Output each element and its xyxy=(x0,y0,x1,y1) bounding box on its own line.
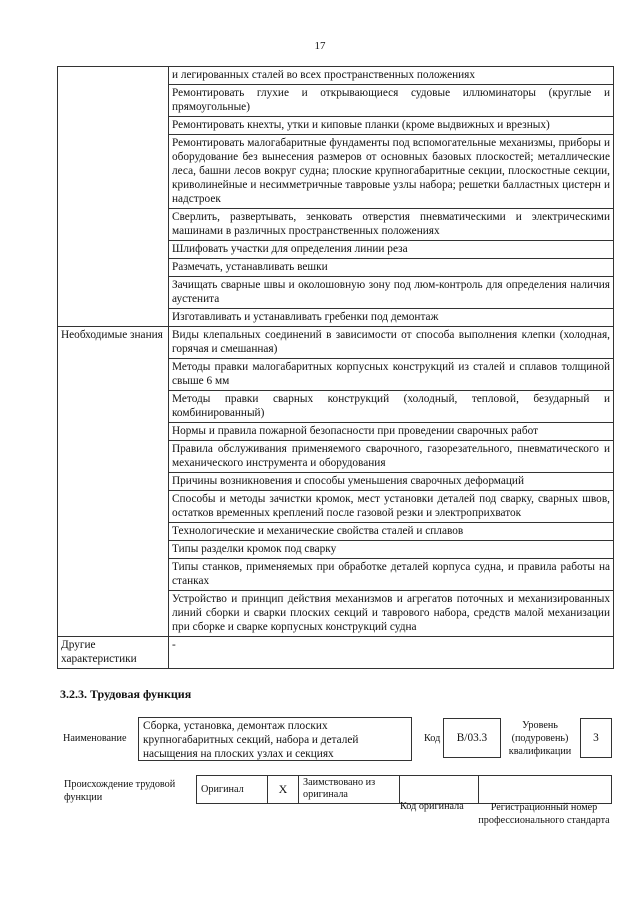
requirements-table xyxy=(57,66,614,669)
code-label: Код xyxy=(424,733,441,744)
origin-mark: X xyxy=(268,776,299,804)
origin-borrowed: Заимствовано из оригинала xyxy=(299,776,400,804)
row-label xyxy=(58,67,169,327)
function-name-value: Сборка, установка, демонтаж плоских крупногабаритных секций, набора и деталей насыщения на плоских узлах и секциях xyxy=(138,717,412,761)
origin-code-cell xyxy=(400,776,479,804)
table-row xyxy=(58,637,614,669)
row-text: Методы правки малогабаритных корпусных конструкций из сталей и сплавов толщиной свыше 6 мм xyxy=(169,359,614,391)
row-text: Шлифовать участки для определения линии реза xyxy=(169,241,614,259)
table-row xyxy=(58,327,614,359)
code-original-caption: Код оригинала xyxy=(400,801,464,812)
row-text: Ремонтировать малогабаритные фундаменты под вспомогательные механизмы, приборы и оборудование без вынесения размеров от основных базовых плоскостей; металлические леса, башни лесов вокруг судна; плоские крупногабаритные секции, плоскостные секции, криволинейные и несимметричные тавровые узлы набора; решетки балластных цистерн и надстроек xyxy=(169,135,614,209)
reg-number-caption: Регистрационный номер профессионального стандарта xyxy=(478,802,610,826)
code-value: B/03.3 xyxy=(443,718,501,758)
row-text: Ремонтировать кнехты, утки и киповые планки (кроме выдвижных и врезных) xyxy=(169,117,614,135)
origin-original: Оригинал xyxy=(197,776,268,804)
page-number: 17 xyxy=(314,40,326,52)
row-text: и легированных сталей во всех пространственных положениях xyxy=(169,67,614,85)
table-row xyxy=(58,67,614,85)
row-text: Способы и методы зачистки кромок, мест установки деталей под сварку, сварных швов, остатков временных креплений после газовой резки и электроприхваток xyxy=(169,491,614,523)
row-text: Правила обслуживания применяемого сварочного, газорезательного, пневматического и механического инструмента и оборудования xyxy=(169,441,614,473)
row-label: Необходимые знания xyxy=(58,327,169,637)
origin-reg-cell xyxy=(479,776,612,804)
row-text: Размечать, устанавливать вешки xyxy=(169,259,614,277)
row-text: Причины возникновения и способы уменьшения сварочных деформаций xyxy=(169,473,614,491)
row-text: - xyxy=(169,637,614,669)
function-name-label: Наименование xyxy=(63,733,127,744)
origin-label: Происхождение трудовой функции xyxy=(64,779,176,803)
row-text: Нормы и правила пожарной безопасности при проведении сварочных работ xyxy=(169,423,614,441)
row-text: Технологические и механические свойства сталей и сплавов xyxy=(169,523,614,541)
row-text: Типы станков, применяемых при обработке деталей корпуса судна, и правила работы на станках xyxy=(169,559,614,591)
row-label: Другие характеристики xyxy=(58,637,169,669)
row-text: Устройство и принцип действия механизмов и агрегатов поточных и механизированных линий сборки и сварки плоских секций и таврового набора, средств малой механизации при сборке и сварке корпусных конструкций судна xyxy=(169,591,614,637)
row-text: Типы разделки кромок под сварку xyxy=(169,541,614,559)
qualification-level-value: 3 xyxy=(580,718,612,758)
row-text: Изготавливать и устанавливать гребенки под демонтаж xyxy=(169,309,614,327)
qualification-level-label: Уровень (подуровень) квалификации xyxy=(508,720,572,757)
origin-table xyxy=(196,775,612,804)
row-text: Ремонтировать глухие и открывающиеся судовые иллюминаторы (круглые и прямоугольные) xyxy=(169,85,614,117)
row-text: Зачищать сварные швы и околошовную зону под люм-контроль для определения наличия аустенита xyxy=(169,277,614,309)
row-text: Методы правки сварных конструкций (холодный, тепловой, безударный и комбинированный) xyxy=(169,391,614,423)
row-text: Виды клепальных соединений в зависимости от способа выполнения клепки (холодная, горячая и смешанная) xyxy=(169,327,614,359)
row-text: Сверлить, развертывать, зенковать отверстия пневматическими и электрическими машинами в различных пространственных положениях xyxy=(169,209,614,241)
section-title: 3.2.3. Трудовая функция xyxy=(60,687,192,701)
